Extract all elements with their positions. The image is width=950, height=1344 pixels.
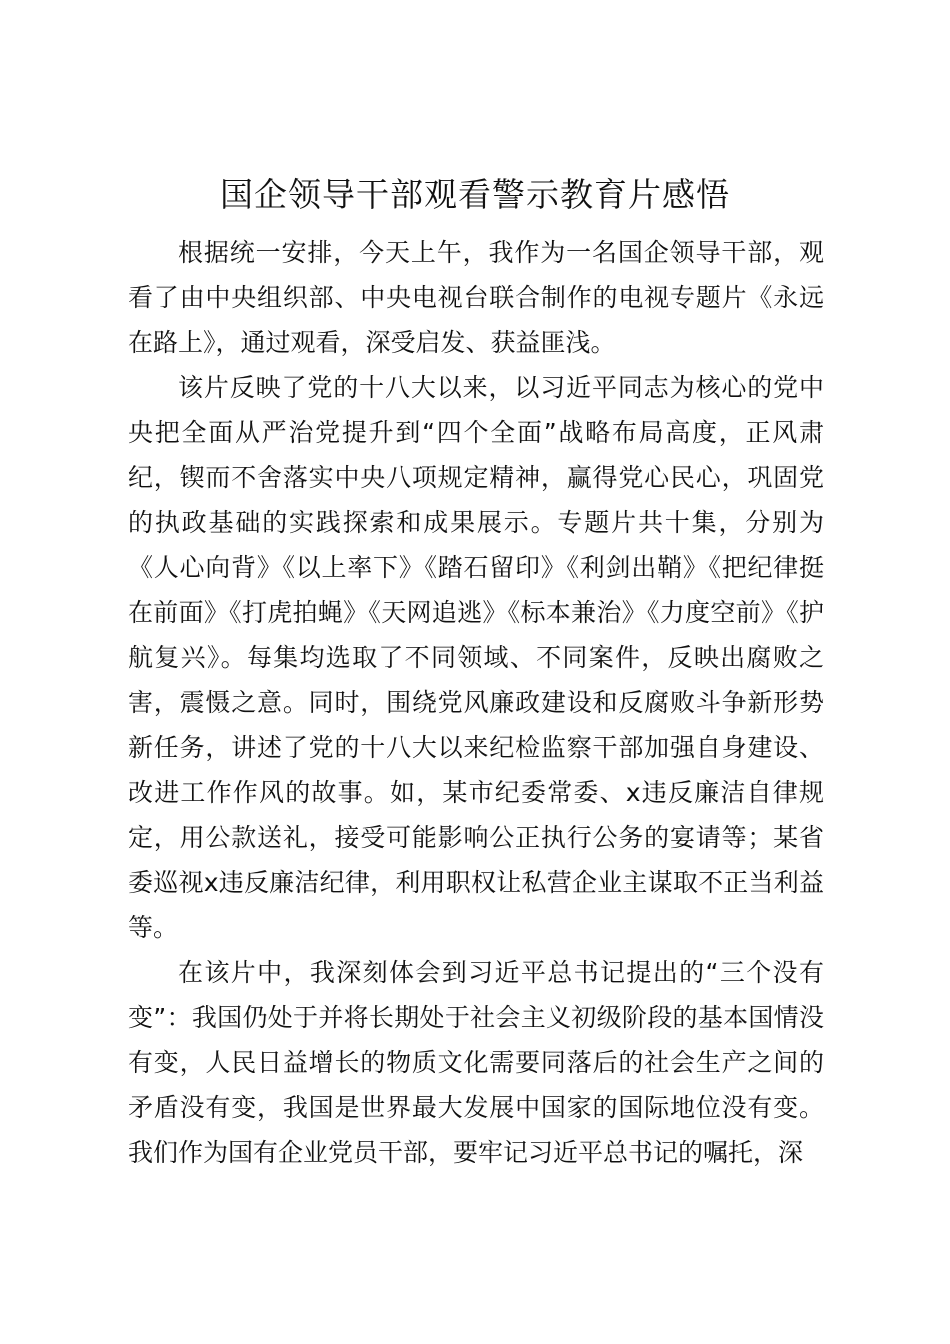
paragraph-2: 该片反映了党的十八大以来，以习近平同志为核心的党中央把全面从严治党提升到“四个全面”战略布局高度，正风肃纪，锲而不舍落实中央八项规定精神，赢得党心民心，巩固党的执政基础的实践探索和成果展示。专题片共十集，分别为《人心向背》《以上率下》《踏石留印》《利剑出鞘》《把纪律挺在前面》《打虎拍蝇》《天网追逃》《标本兼治》《力度空前》《护航复兴》。每集均选取了不同领域、不同案件，反映出腐败之害，震慑之意。同时，围绕党风廉政建设和反腐败斗争新形势新任务，讲述了党的十八大以来纪检监察干部加强自身建设、改进工作作风的故事。如，某市纪委常委、x违反廉洁自律规定，用公款送礼，接受可能影响公正执行公务的宴请等；某省委巡视x违反廉洁纪律，利用职权让私营企业主谋取不正当利益等。 [128,373,824,942]
paragraph-3: 在该片中，我深刻体会到习近平总书记提出的“三个没有变”：我国仍处于并将长期处于社会主义初级阶段的基本国情没有变，人民日益增长的物质文化需要同落后的社会生产之间的矛盾没有变，我国是世界最大发展中国家的国际地位没有变。我们作为国有企业党员干部，要牢记习近平总书记的嘱托，深 [128,958,824,1167]
paragraph-1: 根据统一安排，今天上午，我作为一名国企领导干部，观看了由中央组织部、中央电视台联合制作的电视专题片《永远在路上》，通过观看，深受启发、获益匪浅。 [128,238,824,357]
document-body [128,230,824,1175]
document-title: 国企领导干部观看警示教育片感悟 [220,175,730,214]
